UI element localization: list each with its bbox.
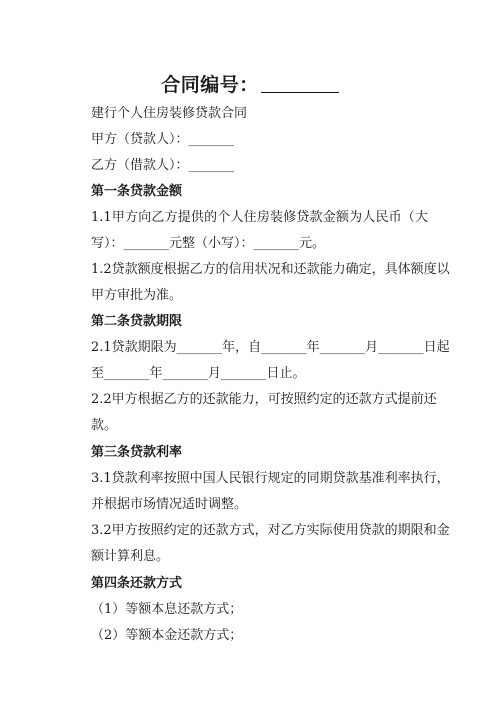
- article1-2-line1: 1.2贷款额度根据乙方的信用状况和还款能力确定，具体额度以: [91, 262, 450, 277]
- article1-1-line1: 1.1甲方向乙方提供的个人住房装修贷款金额为人民币（大: [91, 210, 428, 225]
- article3-2-line2: 额计算利息。: [91, 549, 170, 564]
- contract-number-label: 合同编号：: [161, 74, 259, 96]
- article4-heading: 第四条还款方式: [91, 576, 183, 591]
- article2-2-line1: 2.2甲方根据乙方的还款能力，可按照约定的还款方式提前还: [91, 392, 437, 407]
- article3-1-line2: 并根据市场情况适时调整。: [91, 497, 248, 512]
- article4-item2: （2）等额本金还款方式；: [91, 628, 243, 643]
- contract-number-title: [0, 70, 500, 97]
- party-a-line: 甲方（贷款人）：_______: [91, 132, 235, 147]
- article1-2-line2: 甲方审批为准。: [91, 288, 183, 303]
- contract-number-blank: [261, 92, 339, 93]
- article4-item1: （1）等额本息还款方式；: [91, 602, 243, 617]
- article1-heading: 第一条贷款金额: [91, 184, 183, 199]
- party-b-line: 乙方（借款人）：_______: [91, 158, 235, 173]
- article3-2-line1: 3.2甲方按照约定的还款方式，对乙方实际使用贷款的期限和金: [91, 523, 450, 538]
- article3-1-line1: 3.1贷款利率按照中国人民银行规定的同期贷款基准利率执行，: [91, 471, 450, 486]
- article1-1-line2: 写）：_______元整（小写）：_______元。: [91, 236, 326, 251]
- article2-heading: 第二条贷款期限: [91, 314, 183, 329]
- article3-heading: 第三条贷款利率: [91, 445, 183, 460]
- article2-1-line1: 2.1贷款期限为_______年，自_______年_______月_______日起: [91, 340, 450, 355]
- article2-2-line2: 款。: [91, 418, 118, 433]
- contract-name: 建行个人住房装修贷款合同: [91, 106, 248, 121]
- article2-1-line2: 至_______年_______月_______日止。: [91, 366, 306, 381]
